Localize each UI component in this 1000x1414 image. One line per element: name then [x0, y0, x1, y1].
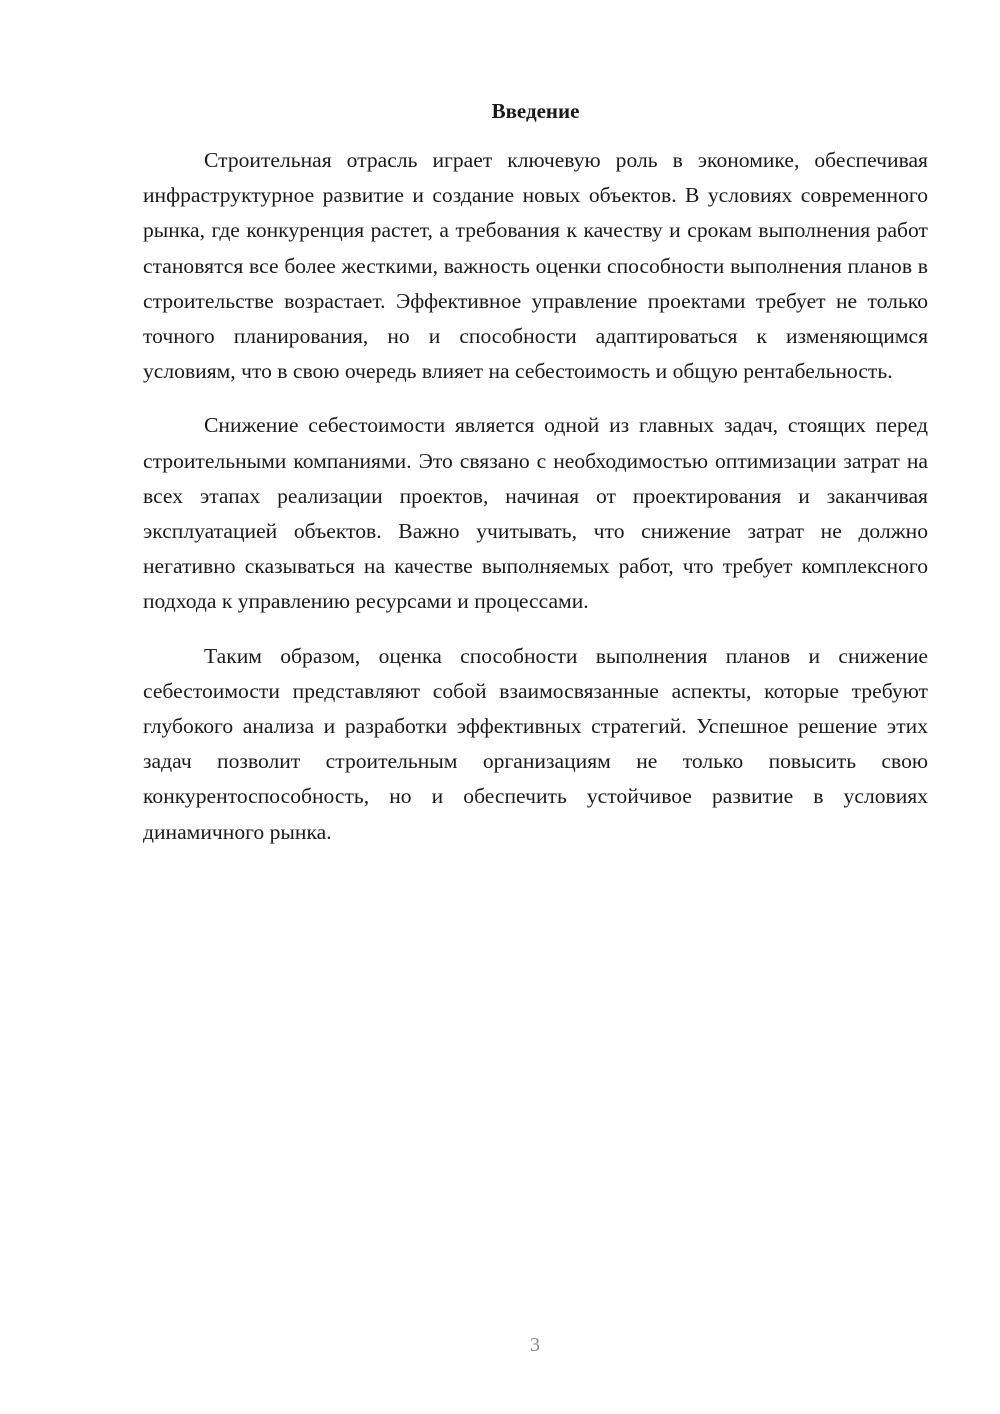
page-number: 3: [530, 1334, 540, 1356]
section-title: Введение: [491, 99, 580, 123]
paragraph-cost-reduction: Снижение себестоимости является одной из главных задач, стоящих перед строительными компаниями. Это связано с необходимостью оптимизации затрат на всех этапах реализации проектов, начиная от проектирования и заканчивая эксплуатацией объектов. Важно учитывать, что снижение затрат не должно негативно сказываться на качестве выполняемых работ, что требует комплексного подхода к управлению ресурсами и процессами.: [143, 413, 928, 614]
document-body: [143, 143, 928, 869]
paragraph-conclusion: Таким образом, оценка способности выполнения планов и снижение себестоимости представляют собой взаимосвязанные аспекты, которые требуют глубокого анализа и разработки эффективных стратегий. Успешное решение этих задач позволит строительным организациям не только повысить свою конкурентоспособность, но и обеспечить устойчивое развитие в условиях динамичного рынка.: [143, 643, 928, 844]
paragraph-intro: Строительная отрасль играет ключевую роль в экономике, обеспечивая инфраструктурное развитие и создание новых объектов. В условиях современного рынка, где конкуренция растет, а требования к качеству и срокам выполнения работ становятся все более жесткими, важность оценки способности выполнения планов в строительстве возрастает. Эффективное управление проектами требует не только точного планирования, но и способности адаптироваться к изменяющимся условиям, что в свою очередь влияет на себестоимость и общую рентабельность.: [143, 148, 928, 384]
